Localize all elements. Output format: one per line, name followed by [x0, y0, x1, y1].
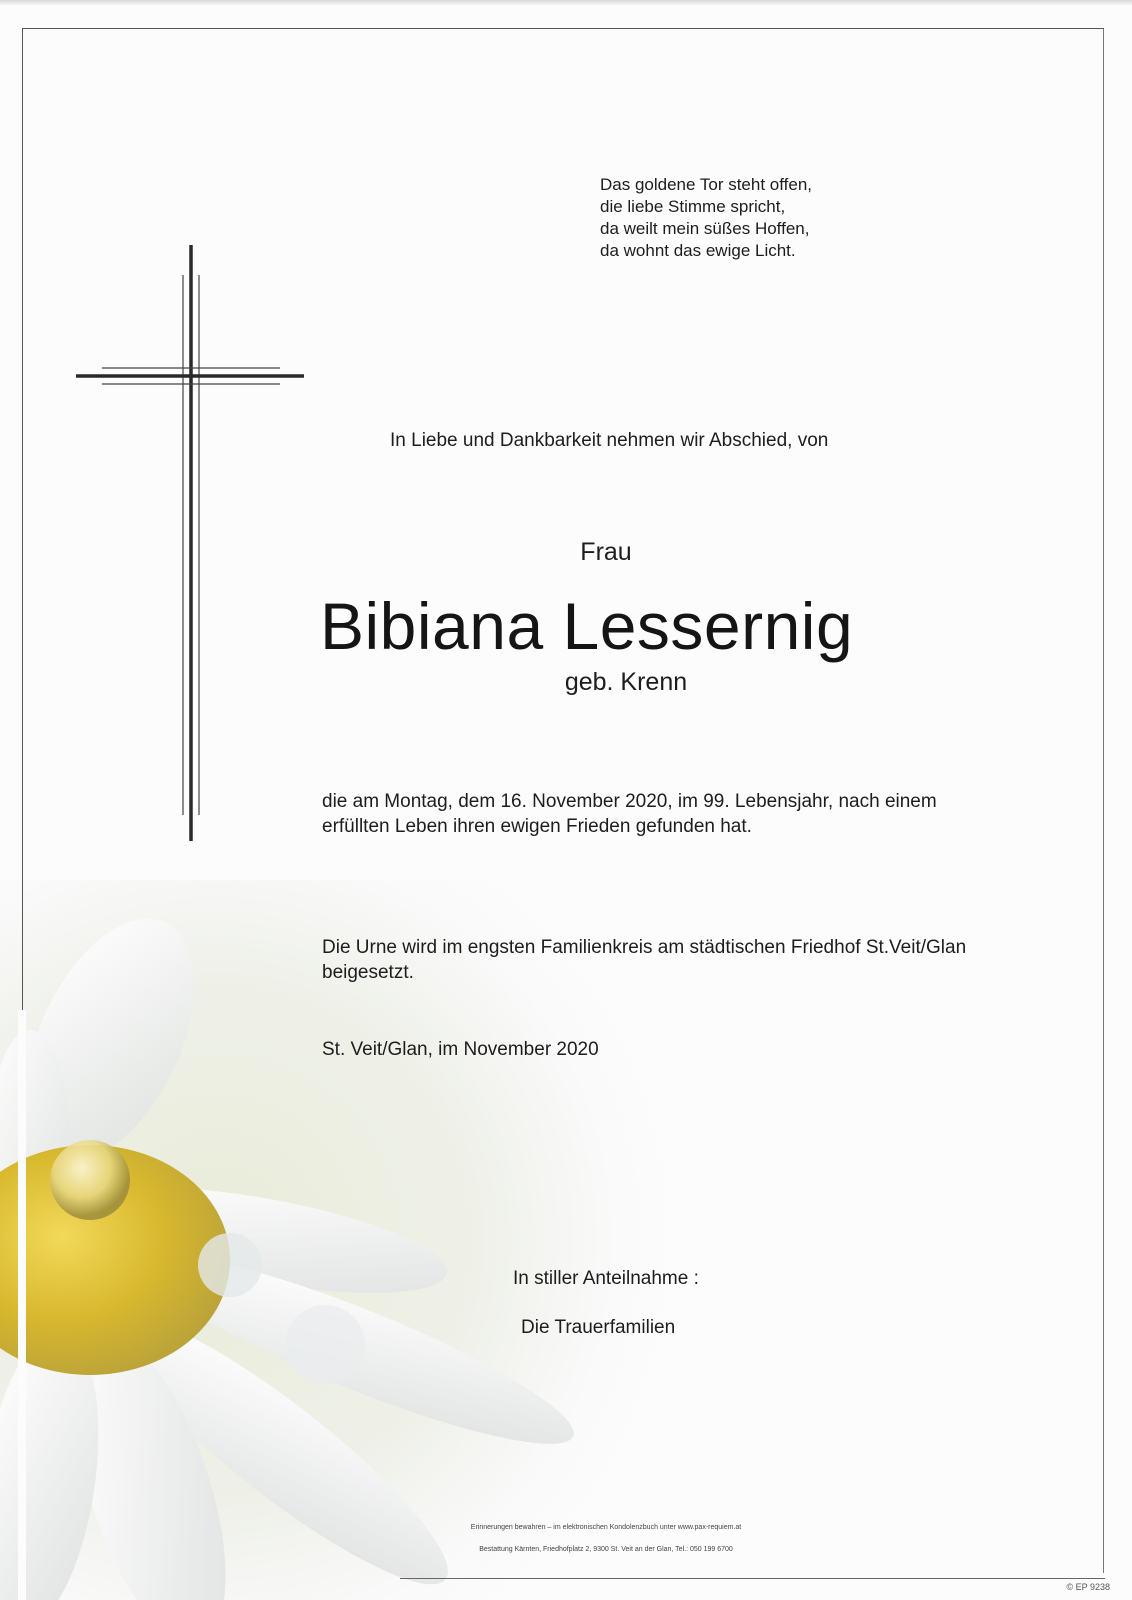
mourners: Die Trauerfamilien — [521, 1317, 676, 1338]
salutation: Frau — [580, 538, 632, 566]
footer-condolence: Erinnerungen bewahren – im elektronischen Kondolenzbuch unter www.pax-requiem.at — [470, 1524, 742, 1531]
place-date: St. Veit/Glan, im November 2020 — [322, 1039, 599, 1060]
deceased-name: Bibiana Lessernig — [320, 589, 854, 663]
template-code: © EP 9238 — [1066, 1582, 1110, 1592]
scan-edge — [0, 0, 1132, 6]
sympathy-line: In stiller Anteilnahme : — [513, 1268, 699, 1289]
birth-name: geb. Krenn — [564, 668, 688, 696]
bottom-rule — [400, 1578, 1105, 1579]
frame-fade — [18, 1010, 26, 1600]
death-notice-text: die am Montag, dem 16. November 2020, im 99. Lebensjahr, nach einem erfüllten Leben ihren ewigen Frieden gefunden hat. — [322, 791, 937, 837]
intro-text: In Liebe und Dankbarkeit nehmen wir Abschied, von — [390, 430, 829, 451]
burial-text: Die Urne wird im engsten Familienkreis am städtischen Friedhof St.Veit/Glan beigesetzt. — [322, 937, 967, 983]
footer-address: Bestattung Kärnten, Friedhofplatz 2, 9300 St. Veit an der Glan, Tel.: 050 199 6700 — [479, 1546, 733, 1553]
poem: Das goldene Tor steht offen, die liebe Stimme spricht, da weilt mein süßes Hoffen, da wohnt das ewige Licht. — [600, 175, 813, 260]
